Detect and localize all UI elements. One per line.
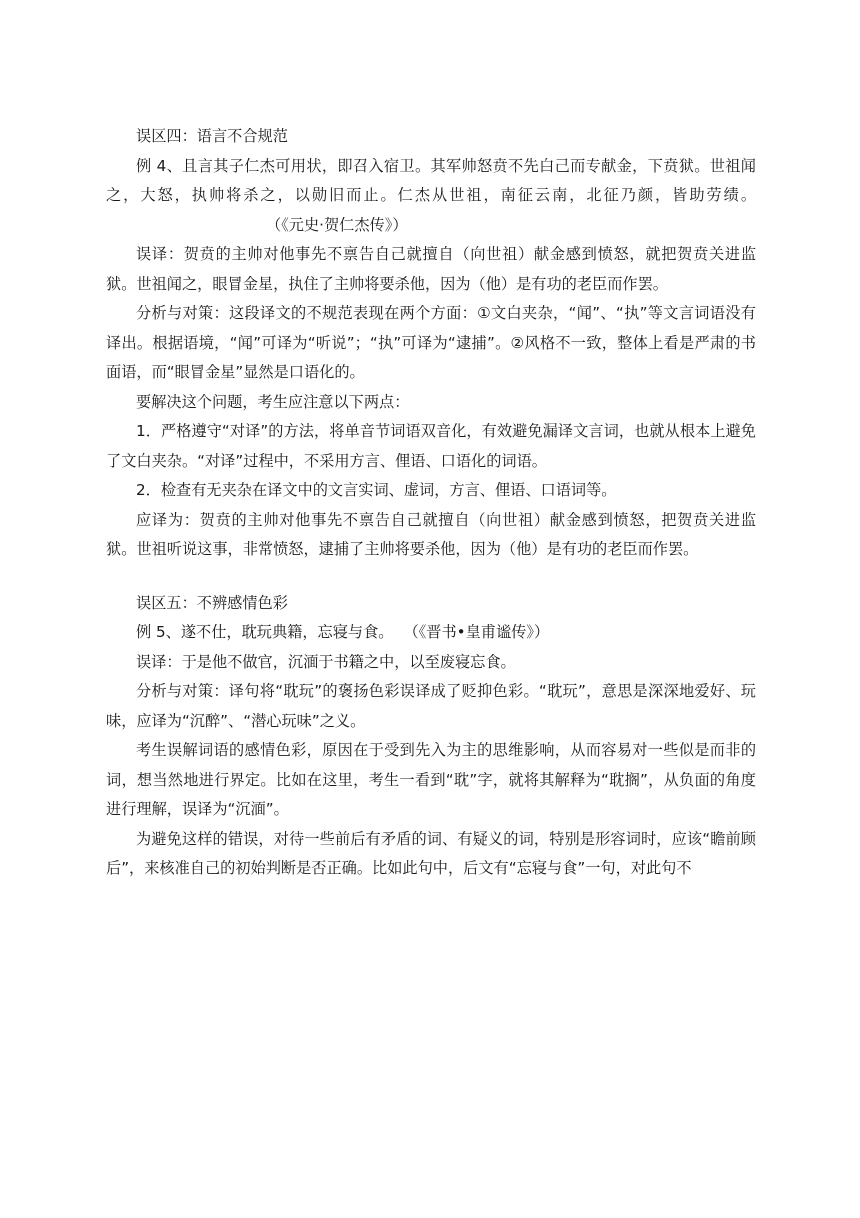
example-5-source: （《晋书•皇甫谧传》）: [403, 623, 550, 641]
section-4-point-2: 2．检查有无夹杂在译文中的文言实词、虚词，方言、俚语、口语词等。: [136, 481, 617, 499]
section-5-heading: 误区五：不辨感情色彩: [136, 593, 288, 612]
document-body: [106, 122, 756, 884]
section-5-analysis: 分析与对策：译句将“耽玩”的褒扬色彩误译成了贬抑色彩。“耽玩”，意思是深深地爱好、玩味，应译为“沉醉”、“潜心玩味”之义。: [106, 682, 756, 730]
section-spacer: [106, 565, 756, 589]
section-5-paragraph-1: 考生误解词语的感情色彩，原因在于受到先入为主的思维影响，从而容易对一些似是而非的词，想当然地进行界定。比如在这里，考生一看到“耽”字，就将其解释为“耽搁”，从负面的角度进行理解，误译为“沉湎”。: [106, 741, 756, 818]
example-4-source: （《元史·贺仁杰传》）: [266, 215, 408, 234]
example-5-text: 例 5、遂不仕，耽玩典籍，忘寝与食。: [136, 623, 394, 641]
section-4-wrong-translation: 误译：贺贲的主帅对他事先不禀告自己就擅自（向世祖）献金感到愤怒，就把贺贲关进监狱。世祖闻之，眼冒金星，执住了主帅将要杀他，因为（他）是有功的老臣而作罢。: [106, 245, 756, 293]
section-4-heading: 误区四：语言不合规范: [136, 127, 288, 145]
section-5-paragraph-2: 为避免这样的错误，对待一些前后有矛盾的词、有疑义的词，特别是形容词时，应该“瞻前顾后”，来核准自己的初始判断是否正确。比如此句中，后文有“忘寝与食”一句，对此句不: [106, 829, 756, 877]
section-5-wrong-translation: 误译：于是他不做官，沉湎于书籍之中，以至废寝忘食。: [136, 652, 516, 671]
section-5-example: [106, 618, 756, 648]
section-4-point-1: 1．严格遵守“对译”的方法，将单音节词语双音化，有效避免漏译文言词，也就从根本上避免了文白夹杂。“对译”过程中，不采用方言、俚语、口语化的词语。: [106, 422, 756, 470]
example-4-text: 例 4、且言其子仁杰可用状，即召入宿卫。其军帅怒贲不先白己而专献金，下贲狱。世祖闻之，大怒，执帅将杀之，以勋旧而止。仁杰从世祖，南征云南，北征乃颜，皆助劳绩。: [106, 156, 756, 204]
section-4-correct-translation: 应译为：贺贲的主帅对他事先不禀告自己就擅自（向世祖）献金感到愤怒，把贺贲关进监狱。世祖听说这事，非常愤怒，逮捕了主帅将要杀他，因为（他）是有功的老臣而作罢。: [106, 510, 756, 558]
section-4-example: [106, 152, 756, 241]
section-4-analysis: 分析与对策：这段译文的不规范表现在两个方面：①文白夹杂，“闻”、“执”等文言词语没有译出。根据语境，“闻”可译为“听说”；“执”可译为“逮捕”。②风格不一致，整体上看是严肃的书面语，而“眼冒金星”显然是口语化的。: [106, 304, 756, 381]
section-4-intro: 要解决这个问题，考生应注意以下两点：: [136, 392, 410, 411]
